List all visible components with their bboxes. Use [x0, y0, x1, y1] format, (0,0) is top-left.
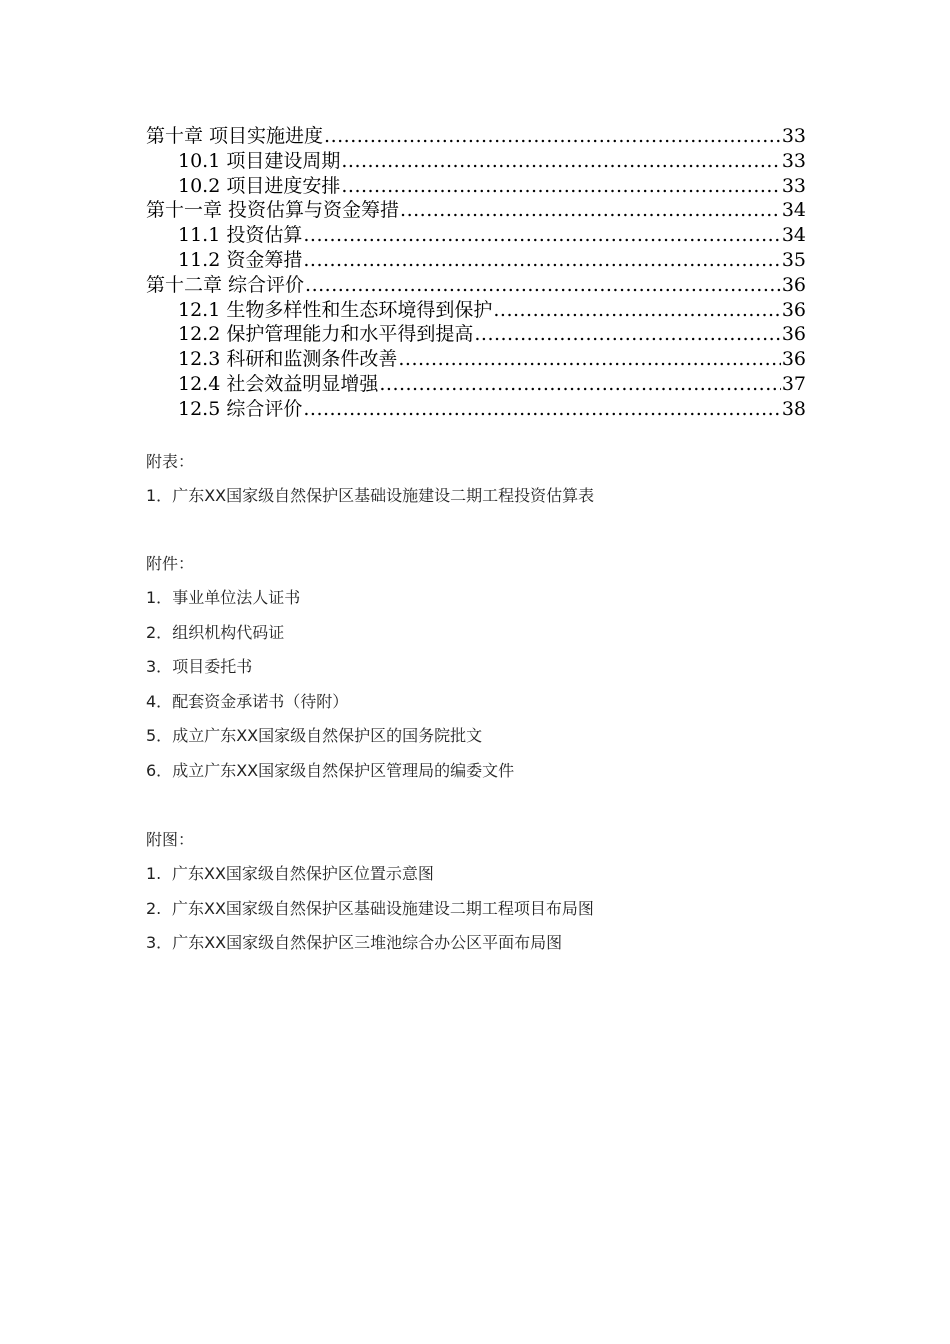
list-item-number: 4． [146, 691, 173, 711]
toc-page-number: 36 [781, 273, 806, 296]
toc-entry-title: 10.1 项目建设周期 [178, 149, 341, 172]
toc-page-number: 36 [781, 298, 806, 321]
appendix-figures-list [146, 862, 846, 955]
toc-page-number: 33 [781, 149, 806, 172]
toc-page-number: 36 [781, 348, 806, 371]
toc-page-number: 36 [781, 323, 806, 346]
list-item [146, 484, 846, 508]
toc-leader-dots [303, 397, 780, 422]
toc-page-number: 34 [781, 199, 806, 222]
toc-entry-title: 第十章 项目实施进度 [146, 125, 324, 147]
toc-leader-dots [398, 347, 780, 372]
toc-entry-title: 12.3 科研和监测条件改善 [178, 348, 398, 371]
toc-entry-title: 11.2 资金筹措 [178, 248, 303, 271]
list-item-text: 广东XX国家级自然保护区三堆池综合办公区平面布局图 [172, 933, 563, 952]
appendix-tables-section [146, 450, 846, 519]
list-item-number: 5． [146, 726, 173, 745]
list-item-text: 广东XX国家级自然保护区基础设施建设二期工程项目布局图 [172, 898, 594, 918]
toc-entry-title: 第十一章 投资估算与资金筹措 [146, 199, 400, 222]
toc-entry-12-5[interactable] [146, 397, 806, 422]
toc-entry-title: 11.1 投资估算 [178, 224, 303, 247]
list-item-text: 成立广东XX国家级自然保护区的国务院批文 [172, 726, 483, 745]
table-of-contents [146, 124, 806, 422]
appendix-tables-list [146, 484, 846, 508]
appendix-figures-heading: 附图： [146, 830, 195, 849]
toc-page-number: 33 [781, 125, 806, 147]
toc-leader-dots [303, 248, 780, 273]
toc-entry-title: 10.2 项目进度安排 [178, 174, 341, 197]
list-item-number: 1． [146, 588, 173, 607]
attachments-list [146, 586, 846, 783]
toc-entry-10-2[interactable] [146, 174, 806, 199]
toc-entry-12-4[interactable] [146, 372, 806, 397]
toc-leader-dots [493, 298, 780, 323]
toc-leader-dots [341, 174, 780, 199]
toc-entry-title: 12.1 生物多样性和生态环境得到保护 [178, 298, 493, 321]
list-item-number: 3． [146, 657, 173, 676]
list-item-number: 2. [146, 898, 162, 918]
list-item-text: 广东XX国家级自然保护区基础设施建设二期工程投资估算表 [172, 486, 595, 505]
toc-entry-11-2[interactable] [146, 248, 806, 273]
list-item-text: 组织机构代码证 [172, 622, 285, 642]
toc-entry-chapter-10[interactable] [146, 124, 806, 149]
appendix-tables-heading: 附表： [146, 452, 195, 471]
attachments-heading: 附件： [146, 554, 195, 573]
toc-page-number: 34 [781, 224, 806, 247]
list-item-number: 1． [146, 486, 173, 505]
list-item-text: 配套资金承诺书（待附） [172, 691, 349, 711]
attachments-section [146, 552, 846, 793]
toc-entry-chapter-12[interactable] [146, 273, 806, 298]
toc-entry-10-1[interactable] [146, 149, 806, 174]
list-item-number: 6． [146, 760, 173, 780]
toc-entry-12-3[interactable] [146, 347, 806, 372]
toc-entry-12-1[interactable] [146, 298, 806, 323]
toc-leader-dots [305, 273, 781, 298]
list-item [146, 586, 846, 610]
toc-leader-dots [379, 372, 780, 397]
list-item [146, 655, 846, 679]
toc-entry-title: 第十二章 综合评价 [146, 273, 305, 296]
toc-leader-dots [400, 198, 781, 223]
list-item-number: 1. [146, 864, 162, 883]
toc-entry-title: 12.4 社会效益明显增强 [178, 372, 379, 395]
list-item [146, 862, 846, 886]
list-item-text: 事业单位法人证书 [172, 588, 301, 607]
list-item-text: 广东XX国家级自然保护区位置示意图 [172, 864, 434, 883]
toc-page-number: 38 [781, 397, 806, 420]
list-item [146, 897, 846, 921]
toc-page-number: 35 [781, 248, 806, 271]
toc-page-number: 37 [781, 372, 806, 395]
list-item-text: 成立广东XX国家级自然保护区管理局的编委文件 [172, 760, 515, 780]
list-item [146, 724, 846, 748]
list-item [146, 690, 846, 714]
toc-entry-12-2[interactable] [146, 322, 806, 347]
toc-entry-11-1[interactable] [146, 223, 806, 248]
list-item [146, 621, 846, 645]
toc-entry-chapter-11[interactable] [146, 198, 806, 223]
list-item-text: 项目委托书 [172, 657, 253, 676]
toc-entry-title: 12.2 保护管理能力和水平得到提高 [178, 323, 474, 346]
appendix-figures-section [146, 828, 846, 966]
toc-leader-dots [303, 223, 780, 248]
toc-leader-dots [324, 124, 781, 149]
toc-entry-title: 12.5 综合评价 [178, 397, 303, 420]
list-item [146, 759, 846, 783]
toc-leader-dots [341, 149, 780, 174]
toc-page-number: 33 [781, 174, 806, 197]
toc-leader-dots [474, 322, 780, 347]
list-item [146, 931, 846, 955]
list-item-number: 3． [146, 933, 173, 952]
list-item-number: 2． [146, 622, 173, 642]
